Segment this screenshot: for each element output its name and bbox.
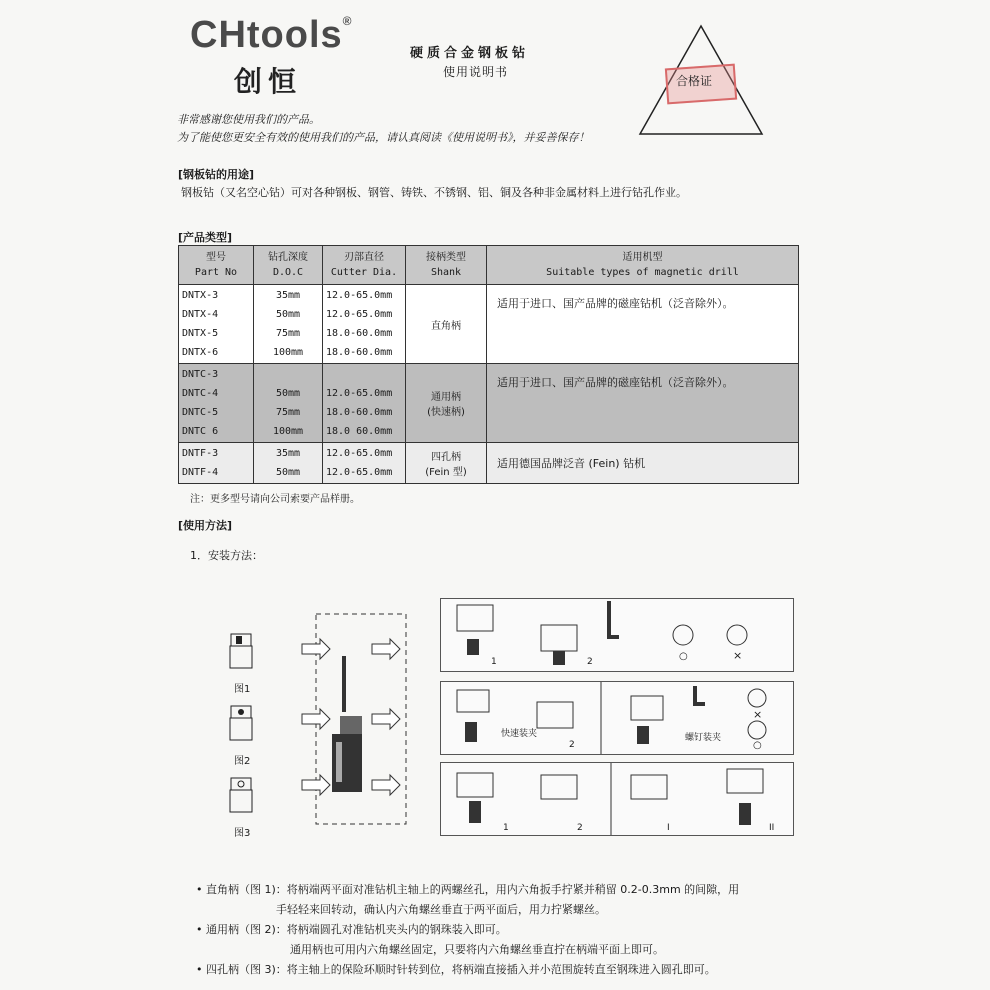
part-cell: DNTC-3 DNTC-4 DNTC-5 DNTC 6 [179,364,254,443]
part-cell: DNTX-3 DNTX-4 DNTX-5 DNTX-6 [179,285,254,364]
table-row [179,364,799,443]
stamp-label: 合格证 [676,74,713,88]
shank-cell: 通用柄 (快速柄) [406,364,487,443]
step-number: 2 [569,740,575,750]
screw-clamp-label: 螺钉装夹 [685,733,722,743]
instruction-four-hole-shank: • 四孔柄（图 3)：将主轴上的保险环顺时针转到位，将柄端直接插入并小范围旋转直至钢珠进入圆孔即可。 [196,963,716,976]
shank-cell: 直角柄 [406,285,487,364]
quick-clamp-label: 快速装夹 [501,729,538,739]
column-header: 刃部直径 Cutter Dia. [323,246,406,285]
wrong-mark: × [753,708,763,721]
table-row [179,285,799,364]
dia-cell: 12.0-65.0mm 18.0-60.0mm 18.0 60.0mm [323,364,406,443]
document-subtitle: 使用说明书 [443,65,509,79]
method-heading: [使用方法] [178,519,233,532]
suitable-cell: 适用于进口、国产品牌的磁座钻机（泛音除外）。 [487,364,799,443]
fig2-label: 图2 [234,756,251,767]
column-header: 适用机型 Suitable types of magnetic drill [487,246,799,285]
column-header: 接柄类型 Shank [406,246,487,285]
document-title: 硬质合金钢板钻 [410,46,530,61]
install-panel-fig2 [440,681,794,755]
doc-cell: 50mm 75mm 100mm [254,364,323,443]
table-row [179,443,799,484]
instruction-straight-shank: • 直角柄（图 1)：将柄端两平面对准钻机主轴上的两螺丝孔，用内六角扳手拧紧并稍留 0.2-0.3mm 的间隙，用 [196,883,740,896]
fig3-label: 图3 [234,828,251,839]
registered-mark: ® [342,14,353,28]
column-header: 型号 Part No [179,246,254,285]
step-number: 1 [491,657,497,667]
step-number: 1 [503,823,509,833]
instruction-universal-shank: • 通用柄（图 2)：将柄端圆孔对准钻机夹头内的钢珠装入即可。 [196,923,507,936]
table-note: 注：更多型号请向公司索要产品样册。 [190,494,360,505]
step-roman: I [667,823,670,833]
column-header: 钻孔深度 D.O.C [254,246,323,285]
logo-chinese-name: 创恒 [234,65,303,98]
cutter-insertion-diagram [296,612,426,836]
logo-text: CHtools [190,14,343,56]
doc-cell: 35mm 50mm [254,443,323,484]
intro-line-1: 非常感谢您使用我们的产品。 [177,113,320,126]
shank-fig3-icon [228,776,254,818]
chuck-diagram-icon [441,763,793,835]
intro-line-2: 为了能使您更安全有效的使用我们的产品，请认真阅读《使用说明书》，并妥善保存！ [177,131,590,144]
wrong-mark: × [733,649,743,662]
chuck-diagram-icon [441,682,793,754]
table-header-row [179,246,799,285]
types-heading: [产品类型] [178,231,233,244]
step-number: 2 [577,823,583,833]
company-logo [190,14,353,57]
install-panel-fig3 [440,762,794,836]
part-cell: DNTF-3 DNTF-4 [179,443,254,484]
step-number: 2 [587,657,593,667]
instruction-straight-shank-cont: 手轻轻来回转动，确认内六角螺丝垂直于两平面后，用力拧紧螺丝。 [276,903,606,916]
correct-mark: ○ [753,740,762,751]
shank-fig1-icon [228,632,254,674]
suitable-cell: 适用于进口、国产品牌的磁座钻机（泛音除外）。 [487,285,799,364]
step-roman: II [769,823,775,833]
install-step: 1．安装方法： [190,549,263,562]
instruction-universal-shank-cont: 通用柄也可用内六角螺丝固定，只要将内六角螺丝垂直拧在柄端平面上即可。 [290,943,664,956]
dia-cell: 12.0-65.0mm 12.0-65.0mm 18.0-60.0mm 18.0-60.0mm [323,285,406,364]
install-panel-fig1 [440,598,794,672]
dia-cell: 12.0-65.0mm 12.0-65.0mm [323,443,406,484]
shank-cell: 四孔柄 (Fein 型) [406,443,487,484]
shank-fig2-icon [228,704,254,746]
usage-text: 钢板钻（又名空心钻）可对各种钢板、钢管、铸铁、不锈钢、铝、铜及各种非金属材料上进行钻孔作业。 [181,186,687,199]
certificate-stamp [636,22,766,138]
fig1-label: 图1 [234,684,251,695]
doc-cell: 35mm 50mm 75mm 100mm [254,285,323,364]
usage-heading: [钢板钻的用途] [178,168,255,181]
correct-mark: ○ [679,651,688,662]
product-types-table [178,245,799,484]
suitable-cell: 适用德国品牌泛音 (Fein) 钻机 [487,443,799,484]
